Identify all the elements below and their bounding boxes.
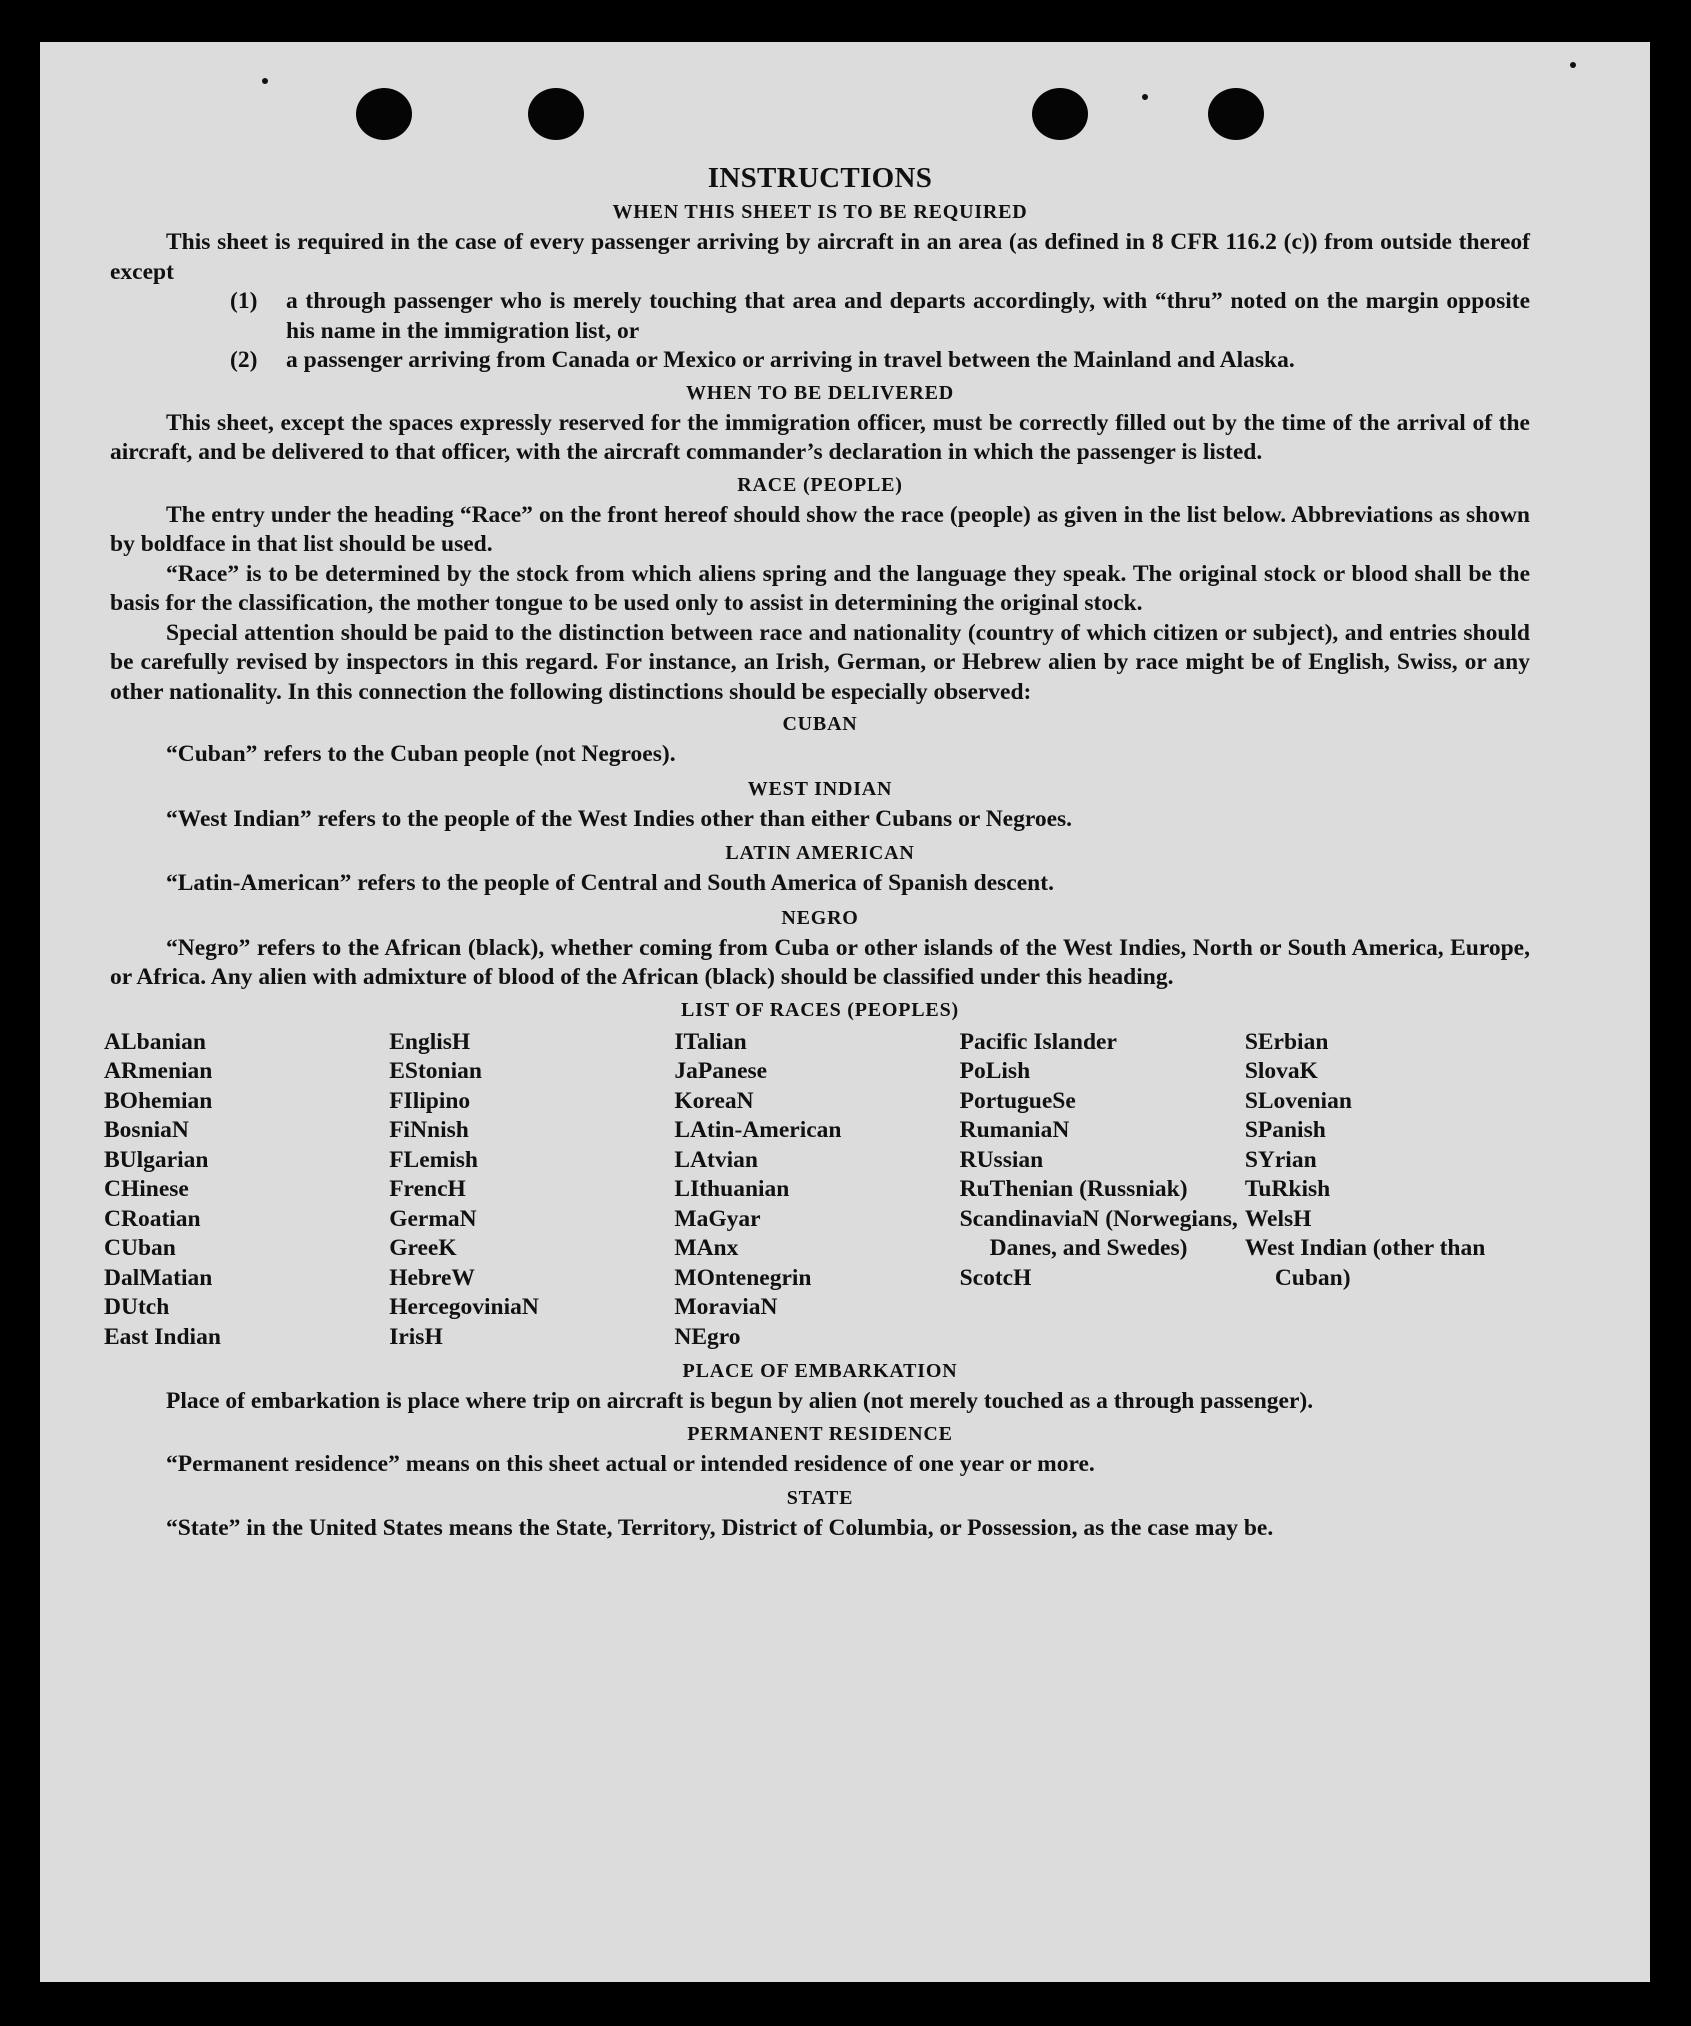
section-latin-american [110,842,1530,899]
section-when-required [110,201,1530,376]
race-entry: PoLish [959,1058,1031,1084]
race-entry: SPanish [1244,1117,1326,1143]
race-entry: IrisH [389,1323,443,1350]
list-number: (1) [230,288,258,314]
punch-hole [1032,88,1088,140]
race-entry: MOntenegrin [674,1264,812,1291]
race-entry: LAtin-American [674,1117,842,1143]
race-entry: MAnx [674,1235,739,1261]
race-entry: SErbian [1244,1028,1329,1055]
page-title: INSTRUCTIONS [707,162,933,194]
paragraph: “West Indian” refers to the people of the West Indies other than either Cubans or Negroes. [166,805,1073,832]
race-entry: NEgro [674,1323,741,1350]
paragraph: This sheet is required in the case of every passenger arriving by aircraft in an area (as defined in 8 CFR 116.2 (c)) from outside thereof except [110,229,1530,285]
section-heading: CUBAN [782,713,858,735]
section-heading: WHEN THIS SHEET IS TO BE REQUIRED [612,201,1028,223]
race-entry: FrencH [389,1176,466,1202]
race-entry: DUtch [104,1294,170,1320]
race-entry: SlovaK [1244,1058,1318,1084]
section-embarkation [110,1360,1530,1417]
race-entry: HebreW [389,1264,475,1291]
section-when-delivered [110,382,1530,468]
list-number: (2) [230,347,258,373]
punch-hole [1208,88,1264,140]
section-heading: RACE (PEOPLE) [737,473,903,496]
race-entry: EnglisH [389,1028,471,1055]
race-entry: MoraviaN [674,1294,778,1320]
race-entry: GermaN [389,1205,477,1232]
race-entry: RUssian [959,1146,1044,1173]
punch-hole [528,88,584,140]
race-entry: FIlipino [389,1087,471,1114]
section-heading: PLACE OF EMBARKATION [682,1360,958,1382]
race-entry: KoreaN [674,1087,754,1114]
section-cuban [110,713,1530,770]
paragraph: Place of embarkation is place where trip on aircraft is begun by alien (not merely touched as a through passenger). [166,1388,1314,1414]
section-negro [110,907,1530,993]
race-entry: CUban [104,1235,176,1261]
race-entry: East Indian [104,1323,221,1350]
section-list-of-races [104,998,1530,1353]
paragraph: This sheet, except the spaces expressly reserved for the immigration officer, must be correctly filled out by the time of the arrival of the aircraft, and be delivered to that officer, with the aircraft commander’s declaration in which the passenger is listed. [110,409,1530,465]
section-heading: WEST INDIAN [747,777,893,800]
race-entry: WelsH [1244,1205,1312,1232]
section-heading: PERMANENT RESIDENCE [687,1422,953,1445]
race-entry: JaPanese [674,1058,768,1084]
section-permanent-residence [110,1423,1530,1480]
race-entry: BOhemian [104,1087,213,1114]
list-item [110,287,1530,346]
race-entry: DalMatian [104,1264,213,1291]
list-text: a through passenger who is merely touching that area and departs accordingly, with “thru” noted on the margin opposite his name in the immigration list, or [286,288,1530,344]
race-entry: LIthuanian [674,1176,790,1202]
section-heading: STATE [786,1487,854,1509]
race-entry: FLemish [389,1146,478,1173]
paragraph: “Negro” refers to the African (black), whether coming from Cuba or other islands of the West Indies, North or South America, Europe, or Africa. Any alien with admixture of blood of the African (black) should be classified under this heading. [110,934,1530,990]
race-entry: SLovenian [1244,1087,1352,1114]
paragraph: “Latin-American” refers to the people of Central and South America of Spanish descent. [166,870,1054,896]
race-entry: FiNnish [389,1117,469,1143]
list-item [110,346,1530,376]
race-entry: RuThenian (Russniak) [959,1176,1188,1202]
paragraph: “State” in the United States means the State, Territory, District of Columbia, or Possession, as the case may be. [166,1515,1274,1541]
section-state [110,1487,1530,1544]
document-page [40,42,1650,1982]
punch-hole [356,88,412,140]
section-heading: LIST OF RACES (PEOPLES) [681,998,959,1021]
race-column [1245,1028,1530,1353]
speck [1570,62,1576,68]
speck [262,78,268,84]
speck [1142,94,1148,100]
race-entry: LAtvian [674,1146,758,1173]
section-heading: LATIN AMERICAN [725,842,915,864]
paragraph: “Cuban” refers to the Cuban people (not Negroes). [166,741,676,767]
race-entry: ARmenian [104,1058,213,1084]
paragraph: Special attention should be paid to the distinction between race and nationality (country of which citizen or subject), and entries should be carefully revised by inspectors in this regard. For instance, an Irish, German, or Hebrew alien by race might be of English, Swiss, or any other nationality. In this connection the following distinctions should be especially observed: [110,619,1530,705]
race-list [104,1028,1530,1353]
race-entry: BosniaN [104,1117,189,1143]
race-column [960,1028,1245,1353]
race-column [674,1028,959,1353]
race-entry: ScandinaviaN (Norwegians, Danes, and Swedes) [959,1205,1238,1261]
race-entry: EStonian [389,1058,482,1084]
race-entry: PortugueSe [959,1087,1076,1114]
race-entry: CHinese [104,1176,189,1202]
race-entry: TuRkish [1244,1176,1331,1202]
paragraph: The entry under the heading “Race” on the front hereof should show the race (people) as given in the list below. Abbreviations as shown by boldface in that list should be used. [110,501,1530,557]
race-entry: ScotcH [959,1264,1032,1291]
paragraph: “Permanent residence” means on this sheet actual or intended residence of one year or more. [166,1450,1095,1477]
race-entry: BUlgarian [104,1146,209,1173]
section-heading: WHEN TO BE DELIVERED [685,381,955,404]
race-column [389,1028,674,1353]
race-entry: ALbanian [104,1028,206,1055]
race-entry: SYrian [1244,1146,1317,1173]
paragraph: “Race” is to be determined by the stock from which aliens spring and the language they speak. The original stock or blood shall be the basis for the classification, the mother tongue to be used only to assist in determining the original stock. [110,560,1530,616]
race-entry: CRoatian [104,1205,201,1232]
race-entry: ITalian [674,1028,747,1055]
section-race [110,474,1530,708]
section-heading: NEGRO [781,906,859,929]
list-text: a passenger arriving from Canada or Mexico or arriving in travel between the Mainland and Alaska. [286,347,1295,373]
race-entry: West Indian (other than Cuban) [1244,1235,1486,1291]
race-entry: HercegoviniaN [389,1294,539,1320]
race-entry: MaGyar [674,1205,761,1232]
race-entry: RumaniaN [959,1117,1070,1143]
race-entry: Pacific Islander [959,1028,1117,1055]
race-column [104,1028,389,1353]
section-west-indian [110,778,1530,835]
race-entry: GreeK [389,1235,457,1261]
